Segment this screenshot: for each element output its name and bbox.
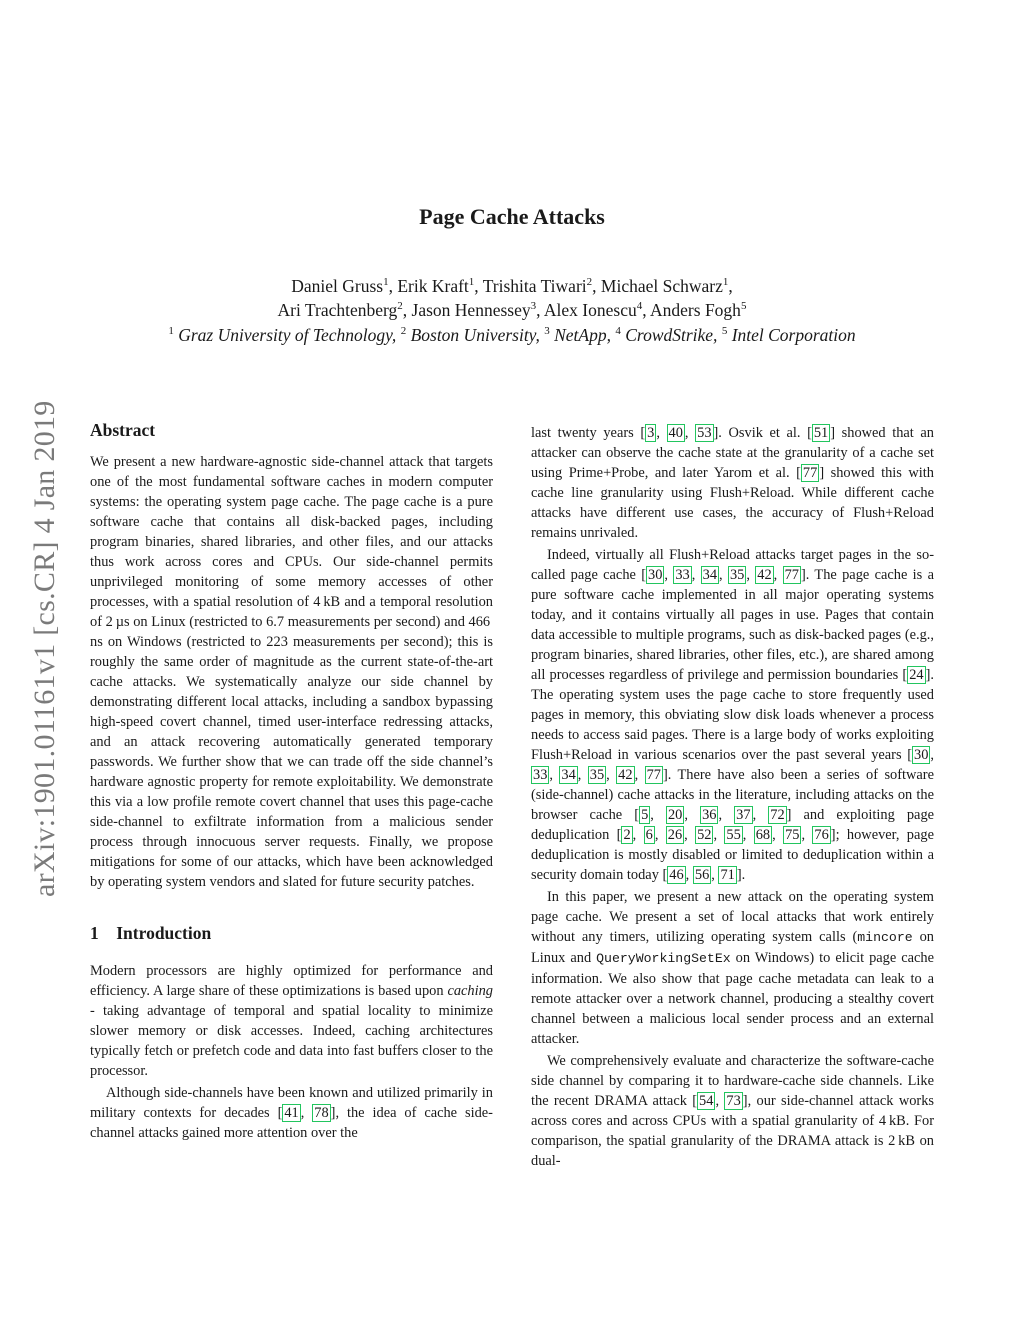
affiliation-mark: 1 — [722, 276, 729, 289]
affiliation-number: 3 — [544, 325, 550, 338]
abstract-text: We present a new hardware-agnostic side-channel attack that targets one of the most fundamental software caches in modern computer systems: the operating system page cache. The page cache is a pure software cache that contains all disk-backed pages, including program binaries, shared libraries, and other files, and our attacks thus work across cores and CPUs. Our side-channel permits unprivileged monitoring of some memory accesses of other processes, with a spatial resolution of 4 kB and a temporal resolution of 2 µs on Linux (restricted to 6.7 measurements per second) and 466 ns on Windows (restricted to 223 measurements per second); this is roughly the same order of magnitude as the current state-of-the-art cache attacks. We systematically analyze our side channel by demonstrating different local attacks, including a sandbox bypassing high-speed covert channel, timed user-interface redressing attacks, and an attack recovering automatically generated temporary passwords. We further show that we can trade off the side channel’s hardware agnostic property for remote exploitability. We demonstrate this via a low profile remote covert channel that uses this page-cache side-channel to exfiltrate information from a malicious sender process through innocuous server requests. Finally, we propose mitigations for some of our attacks, which have been acknowledged by operating system vendors and slated for future security patches. — [90, 454, 493, 890]
citation-link[interactable]: 54 — [699, 1093, 714, 1109]
affiliation-mark: 1 — [468, 276, 475, 289]
author-name: Anders Fogh — [650, 300, 741, 320]
citation-link[interactable]: 24 — [909, 667, 924, 683]
affiliation-name: NetApp, — [549, 325, 611, 345]
citation-link[interactable]: 51 — [813, 425, 829, 441]
citation-link[interactable]: 42 — [757, 567, 772, 583]
citation-link[interactable]: 33 — [675, 567, 690, 583]
citation-link[interactable]: 55 — [726, 827, 741, 843]
code-term: QueryWorkingSetEx — [596, 951, 731, 966]
citation-link[interactable]: 41 — [284, 1105, 299, 1121]
citation-link[interactable]: 56 — [694, 867, 710, 883]
author-name: Daniel Gruss — [291, 276, 384, 296]
citation-link[interactable]: 75 — [785, 827, 800, 843]
citation-link[interactable]: 77 — [646, 767, 661, 783]
citation-link[interactable]: 26 — [667, 827, 683, 843]
citation-link[interactable]: 2 — [623, 827, 631, 843]
citation-link[interactable]: 53 — [697, 425, 712, 441]
citation-link[interactable]: 68 — [755, 827, 771, 843]
citation-link[interactable]: 72 — [770, 807, 785, 823]
affiliation-number: 4 — [615, 325, 621, 338]
citation-link[interactable]: 34 — [702, 567, 718, 583]
citation-link[interactable]: 42 — [618, 767, 633, 783]
citation-link[interactable]: 35 — [589, 767, 605, 783]
affiliation-name: CrowdStrike, — [620, 325, 718, 345]
right-column — [531, 423, 934, 1171]
citation-link[interactable]: 40 — [668, 425, 683, 441]
authors-line-2: Ari Trachtenberg$^2$, Jason Hennessey$^3$, Alex Ionescu$^4$, Anders Fogh$^5$ — [277, 300, 747, 320]
affiliations — [0, 325, 1024, 346]
affiliation-mark: 2 — [586, 276, 593, 289]
body-paragraph-1: last twenty years [ 3 , 40 , 53 ]. Osvik et al. [ 51 ] showed that an attacker can observe the cache state at the granularity of a cache set using Prime+Probe, and later Yarom et al. [ 77 ] showed this with cache line granularity using Flush+Reload. While different cache attacks have different use cases, the accuracy of Flush+Reload remains unrivaled. — [531, 425, 934, 541]
abstract-heading: Abstract — [90, 420, 156, 440]
citation-link[interactable]: 33 — [533, 767, 548, 783]
emphasis-text: caching — [447, 983, 493, 999]
citation-link[interactable]: 30 — [914, 747, 929, 763]
introduction-heading: 1 Introduction — [90, 923, 212, 943]
affiliation-mark: 5 — [740, 300, 747, 313]
citation-link[interactable]: 46 — [669, 867, 684, 883]
affiliation-name: Intel Corporation — [727, 325, 856, 345]
affiliation-name: Graz University of Technology, — [173, 325, 397, 345]
affiliation-mark: 3 — [530, 300, 537, 313]
citation-link[interactable]: 73 — [726, 1093, 741, 1109]
code-term: mincore — [857, 930, 913, 945]
citation-link[interactable]: 77 — [784, 567, 799, 583]
authors-line-1: Daniel Gruss$^1$, Erik Kraft$^1$, Trishita Tiwari$^2$, Michael Schwarz$^1$, — [291, 276, 733, 296]
body-paragraph-3: In this paper, we present a new attack on the operating system page cache. We present a set of local attacks that work entirely without any timers, utilizing operating system calls (mincore on Linux and QueryWorkingSetEx on Windows) to elicit page cache information. We also show that page cache metadata can leak to a remote attacker over a network channel, producing a stealthy covert channel between a malicious local sender process and an external attacker. — [531, 889, 934, 1047]
affiliation-mark: 4 — [636, 300, 643, 313]
citation-link[interactable]: 5 — [641, 807, 649, 823]
intro-paragraph-2: Although side-channels have been known and utilized primarily in military contexts for decades [ 41 , 78 ], the idea of cache side-channel attacks gained more attention over the — [90, 1085, 493, 1141]
citation-link[interactable]: 76 — [814, 827, 829, 843]
author-name: Michael Schwarz — [600, 276, 723, 296]
citation-link[interactable]: 37 — [736, 807, 751, 823]
citation-link[interactable]: 34 — [561, 767, 576, 783]
citation-link[interactable]: 30 — [648, 567, 663, 583]
body-paragraph-2: Indeed, virtually all Flush+Reload attacks target pages in the so-called page cache [ 30 , 33 , 34 , 35 , 42 , 77 ]. The page cache is a pure software cache implemented in all major operating systems today, and it contains virtually all pages in use. Pages that contain data accessible to multiple programs, such as disk-backed pages (e.g., program binaries, shared libraries, other files, etc.), are shared among all processes regardless of privilege and permission boundaries [ 24 ]. The operating system uses the page cache to store frequently used pages in memory, this obviating slow disk loads whenever a process needs to access said pages. There is a large body of works exploiting Flush+Reload in various scenarios over the past several years [ 30 , 33 , 34 , 35 , 42 , 77 ]. There have also been a series of software (side-channel) cache attacks in the literature, including attacks on the browser cache [ 5 , 20 , 36 , 37 , 72 ] and exploiting page deduplication [ 2 , 6 , 26 , 52 , 55 , 68 , 75 , 76 ]; however, page deduplication is mostly disabled or limited to deduplication within a security domain today [ 46 , 56 , 71 ]. — [531, 547, 935, 883]
affiliation-mark: 2 — [397, 300, 403, 313]
citation-link[interactable]: 36 — [702, 807, 717, 823]
author-name: Jason Hennessey — [411, 300, 531, 320]
citation-link[interactable]: 6 — [645, 827, 653, 843]
affiliation-mark: 1 — [383, 276, 389, 289]
author-name: Erik Kraft — [397, 276, 469, 296]
intro-paragraph-1: Modern processors are highly optimized for performance and efficiency. A large share of these optimizations is based upon caching - taking advantage of temporal and spatial locality to minimize slower memory or disk accesses. Indeed, caching architectures typically fetch or prefetch code and data into fast buffers closer to the processor. — [90, 963, 493, 1079]
left-column — [90, 420, 493, 1143]
author-name: Ari Trachtenberg — [277, 300, 398, 320]
citation-link[interactable]: 78 — [314, 1105, 329, 1121]
affiliation-number: 1 — [168, 325, 174, 338]
body-paragraph-4: We comprehensively evaluate and characterize the software-cache side channel by comparing it to hardware-cache side channels. Like the recent DRAMA attack [ 54 , 73 ], our side-channel attack works across cores and across CPUs with a spatial granularity of 4 kB. For comparison, the spatial granularity of the DRAMA attack is 2 kB on dual- — [531, 1053, 934, 1169]
affiliation-name: Boston University, — [406, 325, 540, 345]
citation-link[interactable]: 77 — [802, 465, 818, 481]
affiliation-number: 5 — [721, 325, 728, 338]
affiliation-number: 2 — [400, 325, 407, 338]
citation-link[interactable]: 3 — [647, 425, 655, 441]
author-name: Alex Ionescu — [543, 300, 637, 320]
citation-link[interactable]: 20 — [667, 807, 683, 823]
citation-link[interactable]: 52 — [697, 827, 712, 843]
arxiv-identifier: arXiv:1901.01161v1 [cs.CR] 4 Jan 2019 — [28, 400, 61, 898]
paper-title: Page Cache Attacks — [419, 204, 605, 229]
citation-link[interactable]: 71 — [720, 867, 735, 883]
author-name: Trishita Tiwari — [482, 276, 587, 296]
citation-link[interactable]: 35 — [729, 567, 745, 583]
